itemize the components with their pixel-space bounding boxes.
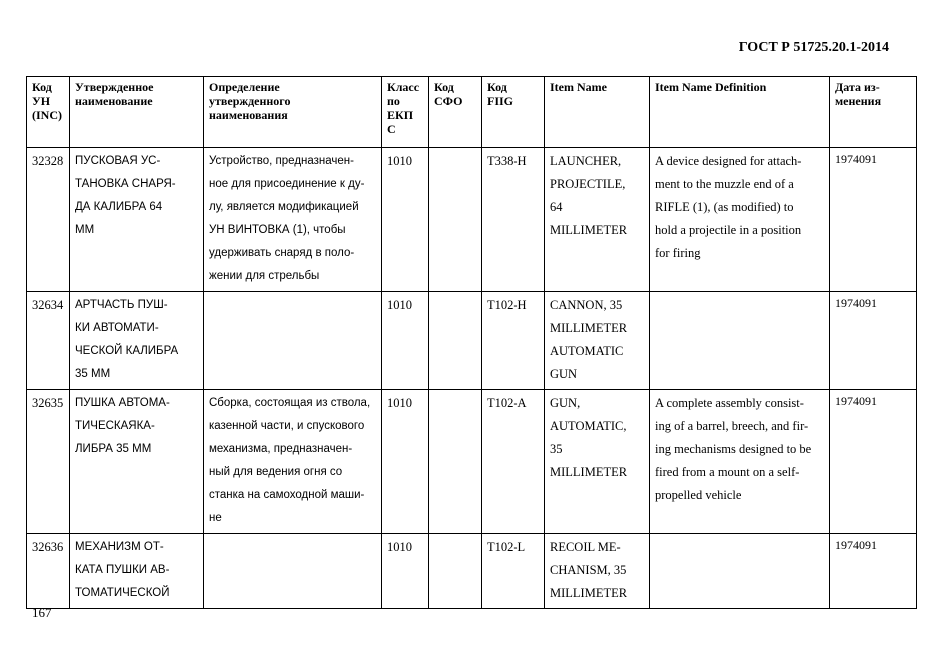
cell-item-name xyxy=(545,390,650,534)
cell-line: лу, является модификацией xyxy=(209,201,359,213)
header-line: наименование xyxy=(75,94,153,108)
cell-approved-name xyxy=(70,390,204,534)
cell-line: for firing xyxy=(655,246,701,260)
cell-sfo xyxy=(429,292,482,390)
cell-line: A device designed for attach- xyxy=(655,154,802,168)
cell-line: КИ АВТОМАТИ- xyxy=(75,322,159,334)
header-col-change-date xyxy=(830,77,917,148)
header-line: Утвержденное xyxy=(75,80,154,94)
cell-class: 1010 xyxy=(382,390,429,534)
cell-line: механизма, предназначен- xyxy=(209,443,353,455)
cell-class: 1010 xyxy=(382,292,429,390)
catalog-table xyxy=(26,76,917,609)
cell-line: CHANISM, 35 xyxy=(550,563,627,577)
cell-line: ing mechanisms designed to be xyxy=(655,442,812,456)
cell-line: не xyxy=(209,512,222,524)
cell-definition xyxy=(204,148,382,292)
cell-definition xyxy=(204,292,382,390)
header-line: утвержденного xyxy=(209,94,291,108)
cell-item-name xyxy=(545,292,650,390)
cell-line: ПУСКОВАЯ УС- xyxy=(75,155,161,167)
cell-line: ing of a barrel, breech, and fir- xyxy=(655,419,809,433)
cell-line: удерживать снаряд в поло- xyxy=(209,247,355,259)
cell-line: ПУШКА АВТОМА- xyxy=(75,397,170,409)
cell-line: АРТЧАСТЬ ПУШ- xyxy=(75,299,168,311)
cell-line: ment to the muzzle end of a xyxy=(655,177,794,191)
header-line: Item Name xyxy=(550,80,607,94)
cell-line: fired from a mount on a self- xyxy=(655,465,800,479)
cell-item-definition xyxy=(650,148,830,292)
cell-line: PROJECTILE, xyxy=(550,177,626,191)
cell-line: propelled vehicle xyxy=(655,488,742,502)
cell-line: ММ xyxy=(75,224,95,236)
cell-line: CANNON, 35 xyxy=(550,298,623,312)
cell-sfo xyxy=(429,534,482,609)
cell-inc: 32328 xyxy=(27,148,70,292)
cell-line: Устройство, предназначен- xyxy=(209,155,354,167)
cell-line: УН ВИНТОВКА (1), чтобы xyxy=(209,224,346,236)
header-line: СФО xyxy=(434,94,463,108)
cell-line: LAUNCHER, xyxy=(550,154,622,168)
cell-line: GUN xyxy=(550,367,578,381)
header-line: Код xyxy=(434,80,454,94)
cell-approved-name xyxy=(70,534,204,609)
cell-fiig: T102-H xyxy=(482,292,545,390)
table-header-row xyxy=(27,77,917,148)
header-line: ЕКП xyxy=(387,108,414,122)
cell-change-date: 1974091 xyxy=(830,292,917,390)
cell-line: AUTOMATIC xyxy=(550,344,624,358)
cell-line: MILLIMETER xyxy=(550,586,628,600)
table-row xyxy=(27,534,917,609)
cell-line: AUTOMATIC, xyxy=(550,419,627,433)
header-col-definition xyxy=(204,77,382,148)
header-col-item-name xyxy=(545,77,650,148)
cell-line: КАТА ПУШКИ АВ- xyxy=(75,564,170,576)
cell-line: ТИЧЕСКАЯКА- xyxy=(75,420,155,432)
page-number: 167 xyxy=(32,605,52,620)
table-row xyxy=(27,148,917,292)
header-line: наименования xyxy=(209,108,288,122)
header-line: С xyxy=(387,122,396,136)
cell-line: ЧЕСКОЙ КАЛИБРА xyxy=(75,345,179,357)
cell-item-name xyxy=(545,534,650,609)
cell-line: казенной части, и спускового xyxy=(209,420,365,432)
header-line: Код xyxy=(487,80,507,94)
header-line: Класс xyxy=(387,80,420,94)
cell-line: hold a projectile in a position xyxy=(655,223,802,237)
cell-sfo xyxy=(429,390,482,534)
cell-line: A complete assembly consist- xyxy=(655,396,804,410)
header-col-inc xyxy=(27,77,70,148)
table-body xyxy=(27,148,917,609)
header-line: Код xyxy=(32,80,52,94)
header-col-sfo xyxy=(429,77,482,148)
cell-item-definition xyxy=(650,292,830,390)
cell-approved-name xyxy=(70,148,204,292)
cell-line: GUN, xyxy=(550,396,581,410)
header-line: FIIG xyxy=(487,94,514,108)
cell-line: станка на самоходной маши- xyxy=(209,489,365,501)
cell-line: жении для стрельбы xyxy=(209,270,320,282)
cell-line: ЛИБРА 35 ММ xyxy=(75,443,152,455)
cell-line: ТОМАТИЧЕСКОЙ xyxy=(75,587,170,599)
table-row xyxy=(27,292,917,390)
cell-item-definition xyxy=(650,390,830,534)
header-line: (INC) xyxy=(32,108,62,122)
header-col-item-def xyxy=(650,77,830,148)
cell-fiig: T102-L xyxy=(482,534,545,609)
header-line: Дата из- xyxy=(835,80,880,94)
cell-inc: 32634 xyxy=(27,292,70,390)
header-col-class xyxy=(382,77,429,148)
cell-change-date: 1974091 xyxy=(830,390,917,534)
cell-line: RECOIL ME- xyxy=(550,540,621,554)
cell-line: RIFLE (1), (as modified) to xyxy=(655,200,794,214)
cell-line: 35 ММ xyxy=(75,368,111,380)
document-code: ГОСТ Р 51725.20.1-2014 xyxy=(738,40,889,55)
cell-change-date: 1974091 xyxy=(830,534,917,609)
cell-inc: 32636 xyxy=(27,534,70,609)
cell-line: ное для присоединение к ду- xyxy=(209,178,365,190)
cell-item-definition xyxy=(650,534,830,609)
header-line: менения xyxy=(835,94,882,108)
header-line: по xyxy=(387,94,400,108)
header-col-fiig xyxy=(482,77,545,148)
cell-definition xyxy=(204,390,382,534)
header-line: Определение xyxy=(209,80,280,94)
cell-line: MILLIMETER xyxy=(550,223,628,237)
cell-sfo xyxy=(429,148,482,292)
cell-class: 1010 xyxy=(382,534,429,609)
cell-fiig: T102-A xyxy=(482,390,545,534)
cell-approved-name xyxy=(70,292,204,390)
cell-class: 1010 xyxy=(382,148,429,292)
header-line: Item Name Definition xyxy=(655,80,767,94)
cell-line: Сборка, состоящая из ствола, xyxy=(209,397,371,409)
header-line: УН xyxy=(32,94,51,108)
cell-change-date: 1974091 xyxy=(830,148,917,292)
cell-inc: 32635 xyxy=(27,390,70,534)
cell-line: МЕХАНИЗМ ОТ- xyxy=(75,541,164,553)
table-row xyxy=(27,390,917,534)
cell-line: ДА КАЛИБРА 64 xyxy=(75,201,163,213)
cell-fiig: T338-H xyxy=(482,148,545,292)
cell-line: ТАНОВКА СНАРЯ- xyxy=(75,178,176,190)
cell-item-name xyxy=(545,148,650,292)
cell-line: ный для ведения огня со xyxy=(209,466,343,478)
cell-line: MILLIMETER xyxy=(550,465,628,479)
cell-definition xyxy=(204,534,382,609)
cell-line: MILLIMETER xyxy=(550,321,628,335)
cell-line: 64 xyxy=(550,200,563,214)
header-col-approved-name xyxy=(70,77,204,148)
cell-line: 35 xyxy=(550,442,563,456)
